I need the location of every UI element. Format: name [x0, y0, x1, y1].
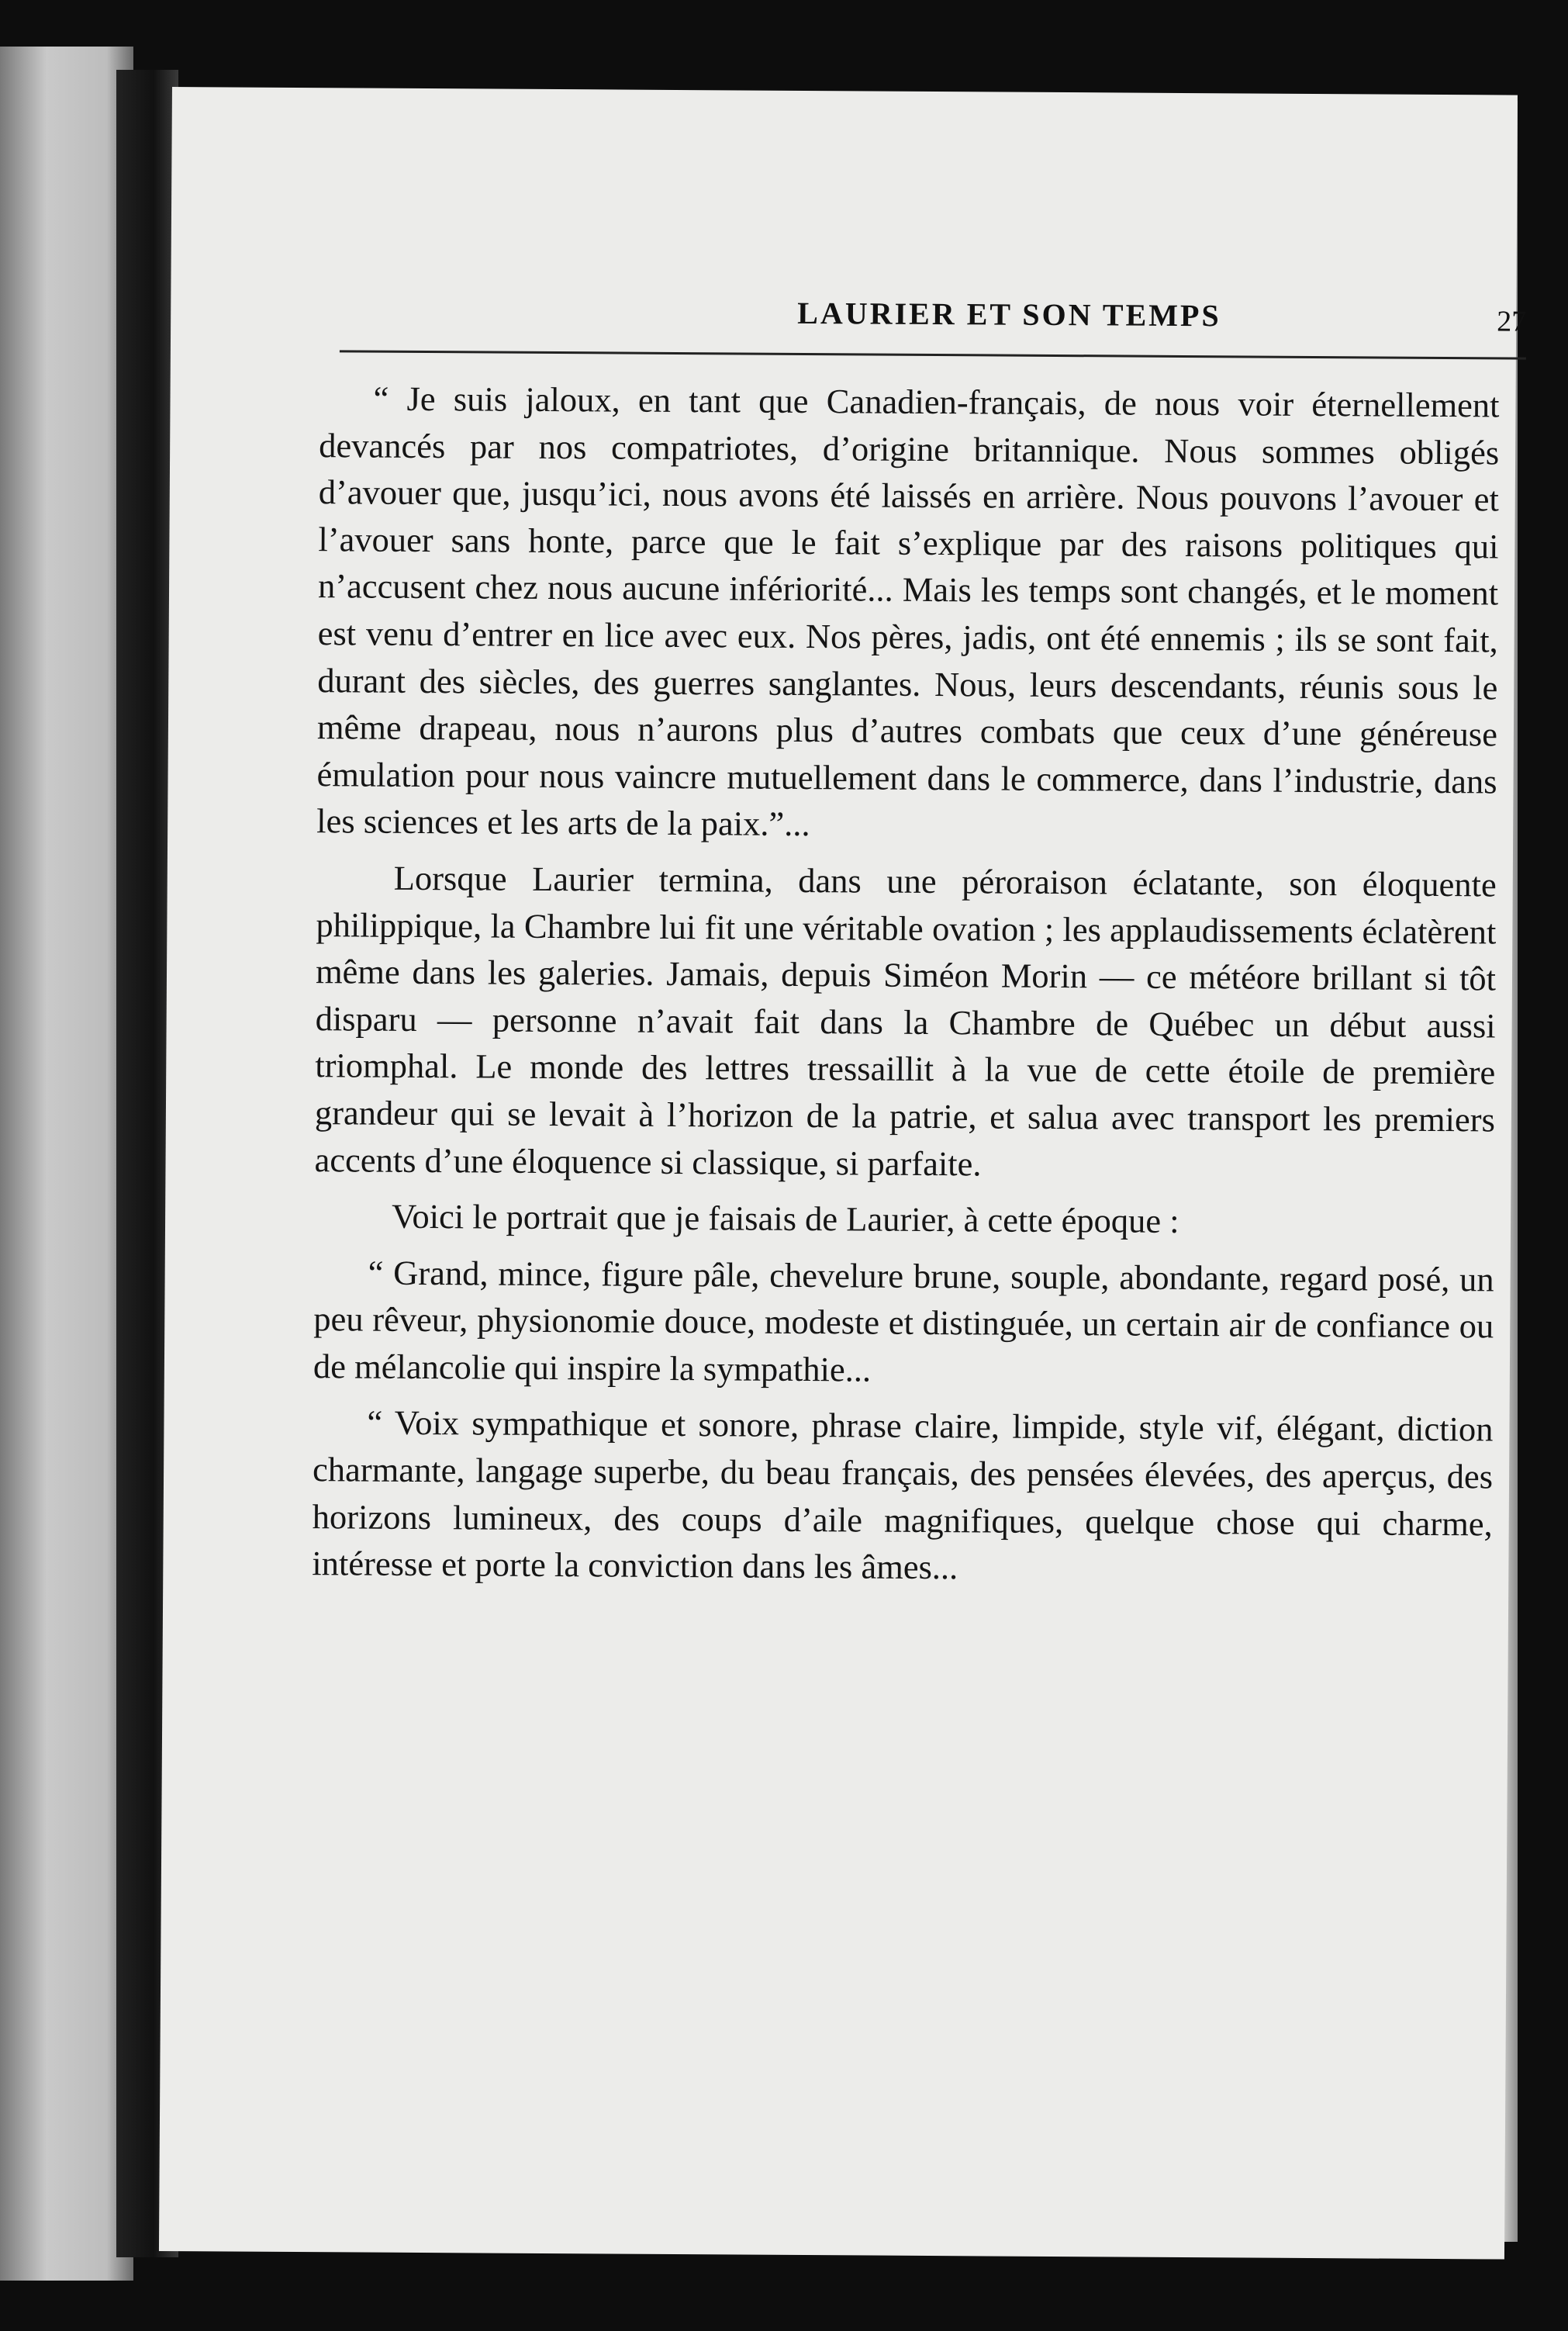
page-number: 27	[1497, 305, 1527, 338]
page-body	[312, 375, 1500, 1603]
page-header	[340, 288, 1526, 359]
paragraph-quote-voice: “ Voix sympathique et sonore, phrase claire, limpide, style vif, élégant, diction charmante, langage superbe, du beau français, des pensées élevées, des aperçus, des horizons lumineux, des coups d’aile magnifiques, quelque chose qui charme, intéresse et porte la conviction dans les âmes...	[312, 1403, 1494, 1587]
paragraph-portrait-intro: Voici le portrait que je faisais de Laurier, à cette époque :	[391, 1196, 1179, 1241]
book-page	[159, 87, 1527, 2260]
paragraph-quote-speech: “ Je suis jaloux, en tant que Canadien-français, de nous voir éternellement devancés par nos compatriotes, d’origine britannique. Nous sommes obligés d’avouer que, jusqu’ici, nous avons été laissés en arrière. Nous pouvons l’avouer et l’avouer sans honte, parce que le fait s’explique par des raisons politiques qui n’accusent chez nous aucune infériorité... Mais les temps sont changés, et le moment est venu d’entrer en lice avec eux. Nos pères, jadis, ont été ennemis ; ils se sont fait, durant des siècles, des guerres sanglantes. Nous, leurs descendants, réunis sous le même drapeau, nous n’aurons plus d’autres combats que ceux d’une généreuse émulation pour nous vaincre mutuellement dans le commerce, dans l’industrie, dans les sciences et les arts de la paix.”...	[316, 379, 1500, 844]
paragraph-quote-portrait: “ Grand, mince, figure pâle, chevelure brune, souple, abondante, regard posé, un peu rêveur, physionomie douce, modeste et distinguée, un certain air de confiance ou de mélancolie qui inspire la sympathie...	[313, 1253, 1494, 1389]
running-title: LAURIER ET SON TEMPS	[797, 295, 1221, 334]
paragraph-ovation: Lorsque Laurier termina, dans une péroraison éclatante, son éloquente philippique, la Chambre lui fit une véritable ovation ; les applaudissements éclatèrent même dans les galeries. Jamais, depuis Siméon Morin — ce météore brillant si tôt disparu — personne n’avait fait dans la Chambre de Québec un début aussi triomphal. Le monde des lettres tressaillit à la vue de cette étoile de première grandeur qui se levait à l’horizon de la patrie, et salua avec transport les premiers accents d’une éloquence si classique, si parfaite.	[314, 858, 1497, 1183]
facing-page-edge	[0, 47, 133, 2281]
